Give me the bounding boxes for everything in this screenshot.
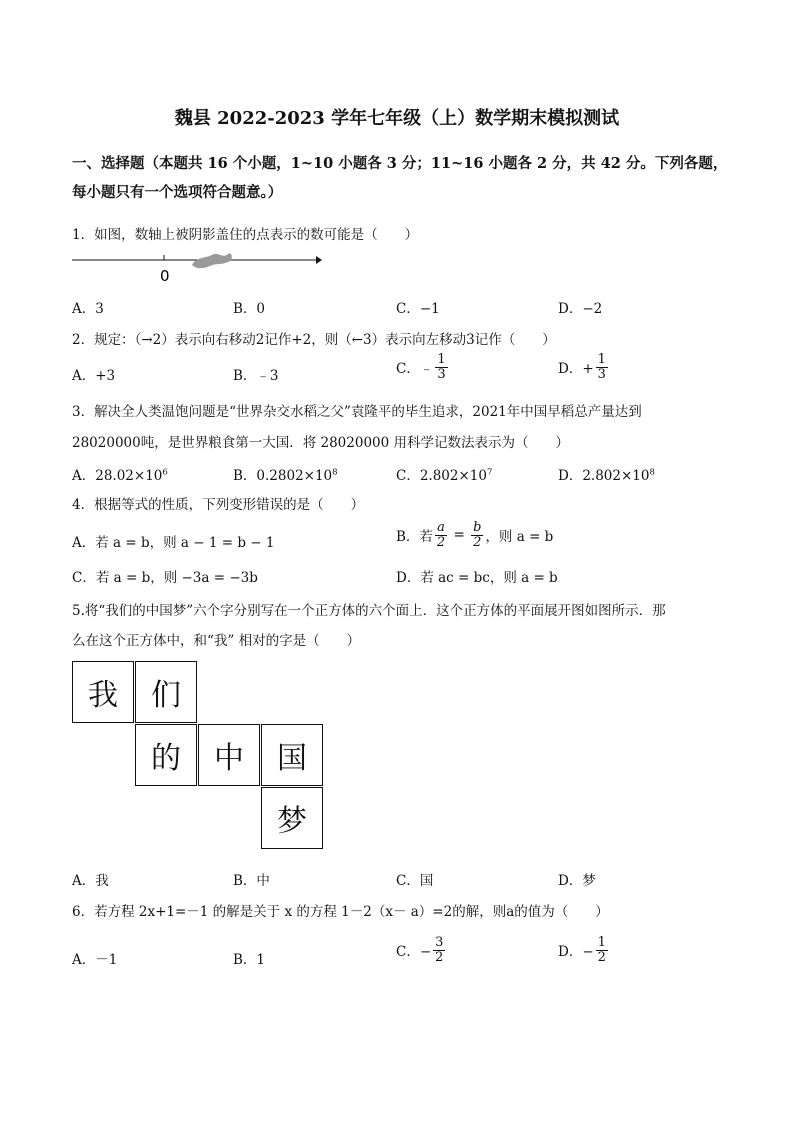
- q5-option-b: B．中: [233, 873, 270, 889]
- fraction: $\frac{a}{2}$: [436, 520, 446, 550]
- number-line-arrow: [316, 256, 322, 264]
- q2-option-a: A．+3: [72, 368, 116, 384]
- fraction: $\frac{1}{2}$: [597, 935, 606, 965]
- q1-option-c: C．−1: [396, 301, 440, 317]
- q2-option-c: C．﹣ $\frac{1}{3}$: [396, 352, 446, 382]
- question-5-line2: 么在这个正方体中，和“我” 相对的字是（ ）: [72, 633, 361, 649]
- q6-option-b: B．1: [233, 952, 266, 968]
- zero-label: 0: [160, 267, 170, 285]
- q4-option-b: B．若 $\frac{a}{2}$ = $\frac{b}{2}$ ，则 a = b: [396, 520, 554, 550]
- q6-option-a: A．－1: [72, 952, 118, 968]
- q3-option-c: C．$2.802\times 10^7$: [396, 467, 493, 484]
- cube-net-cell: 们: [135, 661, 197, 723]
- question-3-line2: 28020000吨，是世界粮食第一大国．将 28020000 用科学记数法表示为（ ）: [72, 435, 570, 451]
- q1-option-d: D．−2: [558, 301, 603, 317]
- q5-option-d: D．梦: [558, 873, 596, 889]
- section-heading-line1: 一、选择题（本题共 16 个小题，1~10 小题各 3 分；11~16 小题各 2 分，共 42 分。下列各题，: [72, 155, 728, 172]
- number-line-figure: [70, 246, 326, 286]
- fraction: $\frac{1}{3}$: [597, 352, 606, 382]
- cube-net-cell: 的: [135, 724, 197, 786]
- q4-option-c: C．若 a = b，则 −3a = −3b: [72, 570, 258, 586]
- fraction: $\frac{b}{2}$: [473, 520, 482, 550]
- q1-option-a: A．3: [72, 301, 104, 317]
- q2-option-d: D．+ $\frac{1}{3}$: [558, 352, 606, 382]
- page-title: 魏县 2022-2023 学年七年级（上）数学期末模拟测试: [174, 108, 620, 129]
- question-4-stem: 4．根据等式的性质，下列变形错误的是（ ）: [72, 497, 365, 513]
- q5-option-a: A．我: [72, 873, 109, 889]
- q3-option-b: B．$0.2802\times 10^8$: [233, 467, 338, 484]
- shadow-blob: [192, 253, 232, 268]
- q4-option-a: A．若 a = b，则 a − 1 = b − 1: [72, 535, 275, 551]
- cube-net-figure: [72, 661, 324, 851]
- q2-option-b: B．﹣3: [233, 368, 279, 384]
- q3-option-a: A．$28.02\times 10^6$: [72, 467, 168, 484]
- fraction: $\frac{1}{3}$: [437, 352, 446, 382]
- q4-option-d: D．若 ac = bc，则 a = b: [396, 570, 558, 586]
- q6-option-d: D．− $\frac{1}{2}$: [558, 935, 606, 965]
- cube-net-cell: 我: [72, 661, 134, 723]
- question-5-line1: 5.将“我们的中国梦”六个字分别写在一个正方体的六个面上．这个正方体的平面展开图如图所示．那: [72, 603, 666, 619]
- question-2-stem: 2．规定：（→2）表示向右移动2记作+2，则（←3）表示向左移动3记作（ ）: [72, 332, 556, 348]
- q6-option-c: C．− $\frac{3}{2}$: [396, 935, 444, 965]
- fraction: $\frac{3}{2}$: [435, 935, 444, 965]
- cube-net-cell: 中: [198, 724, 260, 786]
- question-3-line1: 3．解决全人类温饱问题是“世界杂交水稻之父”袁隆平的毕生追求，2021年中国早稻总产量达到: [72, 404, 642, 420]
- cube-net-cell: 国: [261, 724, 323, 786]
- section-heading-line2: 每小题只有一个选项符合题意。）: [72, 184, 283, 201]
- q1-option-b: B．0: [233, 301, 266, 317]
- question-6-stem: 6．若方程 2x+1=－1 的解是关于 x 的方程 1－2（x－ a）=2的解，则a的值为（ ）: [72, 904, 609, 920]
- q3-option-d: D．$2.802\times 10^8$: [558, 467, 655, 484]
- cube-net-cell: 梦: [261, 787, 323, 849]
- q5-option-c: C．国: [396, 873, 434, 889]
- question-1-stem: 1．如图，数轴上被阴影盖住的点表示的数可能是（ ）: [72, 227, 419, 243]
